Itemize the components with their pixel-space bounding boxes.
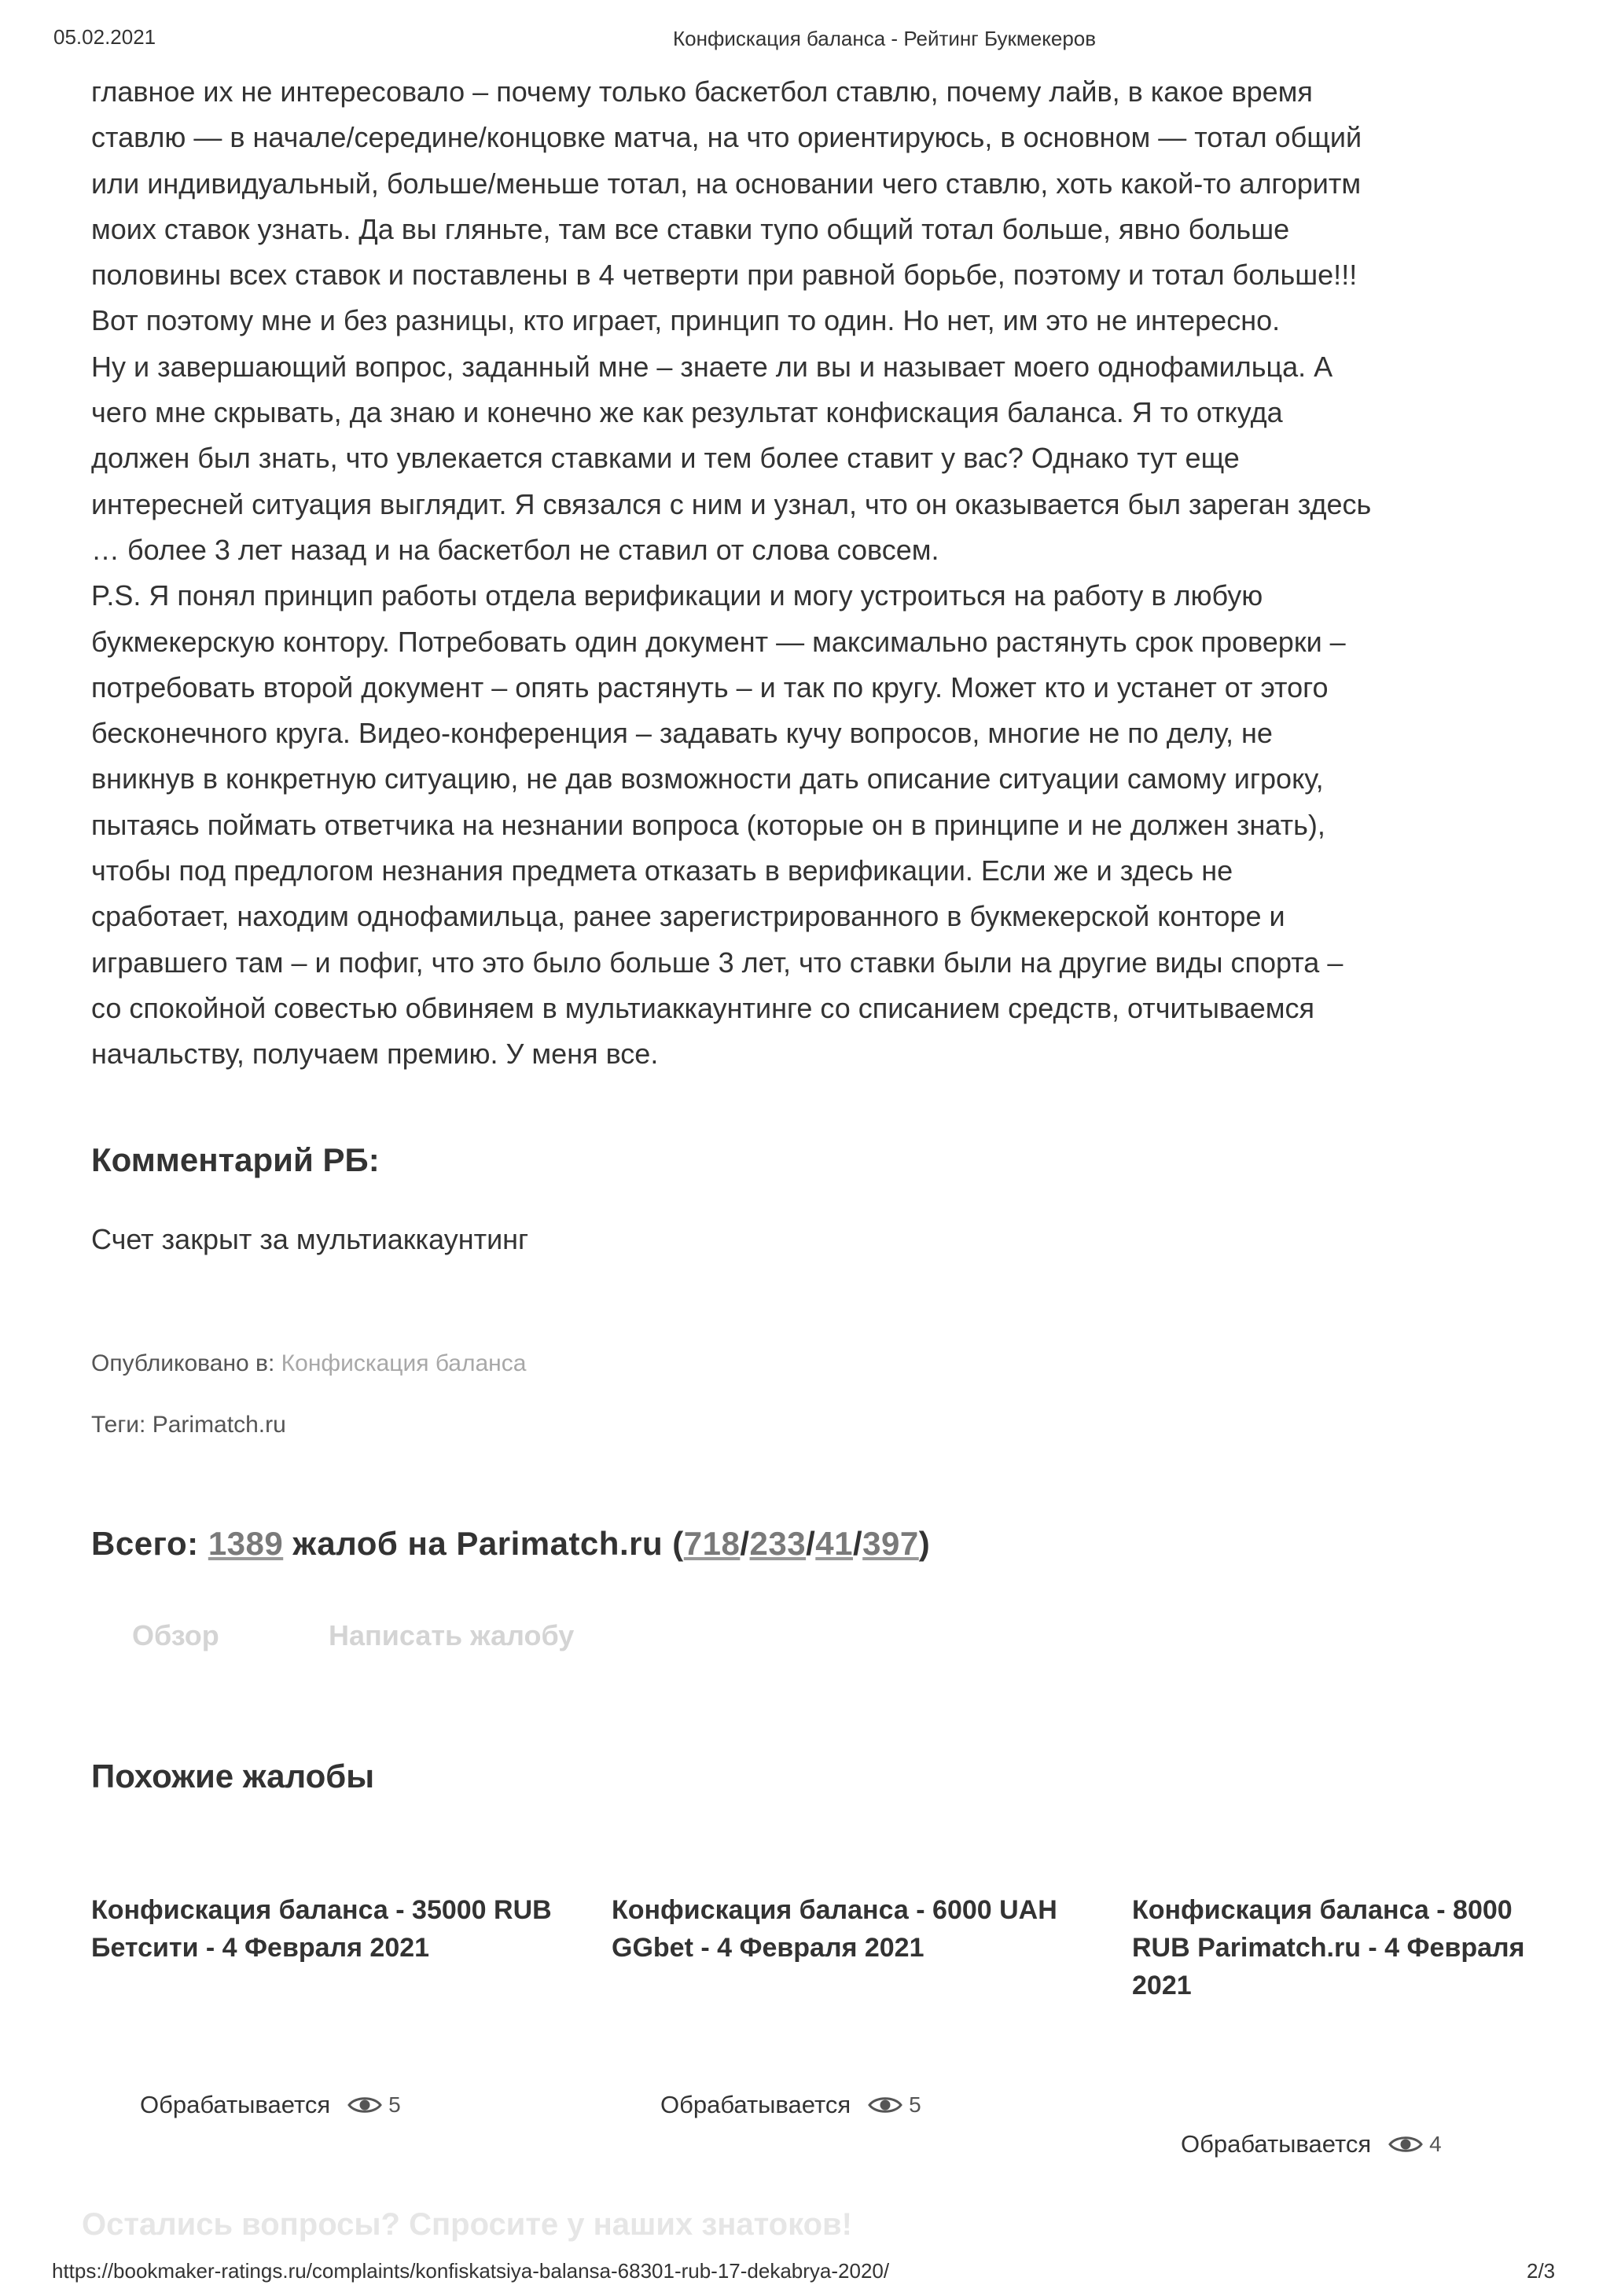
views-number: 4 xyxy=(1429,2132,1442,2156)
body-line: чтобы под предлогом незнания предмета отказать в верификации. Если же и здесь не xyxy=(91,854,1233,887)
count-link-2[interactable]: 233 xyxy=(749,1525,807,1562)
body-line: Вот поэтому мне и без разницы, кто играет, принцип то один. Но нет, им это не интересно. xyxy=(91,304,1281,337)
body-line: половины всех ставок и поставлены в 4 четверти при равной борьбе, поэтому и тотал больше!!! xyxy=(91,259,1358,292)
body-line: бесконечного круга. Видео-конференция – задавать кучу вопросов, многие не по делу, не xyxy=(91,717,1273,750)
card-status xyxy=(1181,2130,1442,2158)
published-in xyxy=(91,1350,526,1377)
tags-label: Теги: xyxy=(91,1412,146,1438)
total-prefix: Всего: xyxy=(91,1525,199,1562)
complaint-body xyxy=(91,69,1538,1078)
body-line: пытаясь поймать ответчика на незнании вопроса (которые он в принципе и не должен знать), xyxy=(91,808,1325,841)
eye-icon xyxy=(347,2094,382,2116)
body-line: сработает, находим однофамильца, ранее зарегистрированного в букмекерской конторе и xyxy=(91,900,1285,933)
body-line: должен был знать, что увлекается ставками и тем более ставит у вас? Однако тут еще xyxy=(91,442,1240,475)
status-text: Обрабатывается xyxy=(140,2091,331,2118)
card-status xyxy=(140,2091,401,2119)
body-line: потребовать второй документ – опять растянуть – и так по кругу. Может кто и устанет от этого xyxy=(91,670,1329,703)
count-link-4[interactable]: 397 xyxy=(862,1525,919,1562)
count-link-3[interactable]: 41 xyxy=(815,1525,853,1562)
body-line: игравшего там – и пофиг, что это было больше 3 лет, что ставки были на другие виды спорта – xyxy=(91,946,1344,979)
page-number: 2/3 xyxy=(1527,2259,1556,2283)
tab-overview[interactable]: Обзор xyxy=(132,1619,219,1651)
complaint-text xyxy=(91,69,1538,1078)
status-text: Обрабатывается xyxy=(660,2091,851,2118)
body-line: букмекерскую контору. Потребовать один документ — максимально растянуть срок проверки – xyxy=(91,625,1346,658)
body-line: чего мне скрывать, да знаю и конечно же как результат конфискация баланса. Я то откуда xyxy=(91,396,1283,429)
body-line: вникнув в конкретную ситуацию, не дав возможности дать описание ситуации самому игроку, xyxy=(91,762,1324,795)
body-line: интересней ситуация выглядит. Я связался с ним и узнал, что он оказывается был зареган здесь xyxy=(91,487,1372,520)
views-count xyxy=(347,2092,401,2118)
total-count-link[interactable]: 1389 xyxy=(208,1525,284,1562)
similar-complaints-title: Похожие жалобы xyxy=(91,1758,375,1795)
print-date: 05.02.2021 xyxy=(53,25,156,49)
body-line: ставлю — в начале/середине/концовке матча, на что ориентируюсь, в основном — тотал общий xyxy=(91,121,1362,154)
count-link-1[interactable]: 718 xyxy=(683,1525,741,1562)
similar-complaint-card-clipped xyxy=(1132,1891,1549,2017)
tags xyxy=(91,1412,286,1438)
print-url: https://bookmaker-ratings.ru/complaints/konfiskatsiya-balansa-68301-rub-17-dekabrya-2020/ xyxy=(52,2259,890,2283)
card-title[interactable]: Конфискация баланса - 8000 RUB Parimatch.ru - 4 Февраля 2021 xyxy=(1132,1895,1525,2000)
print-header xyxy=(0,22,1610,61)
views-number: 5 xyxy=(388,2092,401,2117)
similar-complaint-card[interactable] xyxy=(91,1891,563,1967)
category-link[interactable]: Конфискация баланса xyxy=(281,1350,527,1376)
body-line: начальству, получаем премию. У меня все. xyxy=(91,1038,659,1071)
eye-icon xyxy=(868,2094,902,2116)
tab-write-complaint[interactable]: Написать жалобу xyxy=(329,1619,575,1651)
rb-comment-title: Комментарий РБ: xyxy=(91,1141,380,1178)
body-line: главное их не интересовало – почему только баскетбол ставлю, почему лайв, в какое время xyxy=(91,75,1313,108)
body-line: Ну и завершающий вопрос, заданный мне – знаете ли вы и называет моего однофамильца. А xyxy=(91,350,1333,383)
total-middle: жалоб на Parimatch.ru ( xyxy=(292,1525,684,1562)
body-line: P.S. Я понял принцип работы отдела верификации и могу устроиться на работу в любую xyxy=(91,579,1263,612)
tag-link[interactable]: Parimatch.ru xyxy=(152,1412,286,1438)
body-line: … более 3 лет назад и на баскетбол не ставил от слова совсем. xyxy=(91,533,939,566)
print-footer xyxy=(0,2248,1610,2287)
eye-icon xyxy=(1388,2133,1423,2155)
rb-comment-text: Счет закрыт за мультиаккаунтинг xyxy=(91,1223,529,1255)
similar-complaint-card[interactable] xyxy=(1132,1891,1549,2004)
body-line: моих ставок узнать. Да вы гляньте, там все ставки тупо общий тотал больше, явно больше xyxy=(91,212,1290,245)
card-title[interactable]: Конфискация баланса - 35000 RUB Бетсити - 4 Февраля 2021 xyxy=(91,1895,552,1963)
views-count xyxy=(1388,2132,1442,2157)
similar-complaint-card[interactable] xyxy=(612,1891,1083,1967)
card-status xyxy=(660,2091,921,2119)
body-line: со спокойной совестью обвиняем в мультиаккаунтинге со списанием средств, отчитываемся xyxy=(91,991,1315,1024)
card-title[interactable]: Конфискация баланса - 6000 UAH GGbet - 4 Февраля 2021 xyxy=(612,1895,1057,1963)
body-line: или индивидуальный, больше/меньше тотал, на основании чего ставлю, хоть какой-то алгоритм xyxy=(91,167,1362,200)
views-number: 5 xyxy=(909,2092,921,2117)
views-count xyxy=(868,2092,921,2118)
complaints-total: Всего: 1389 жалоб на Parimatch.ru (718/233/41/397) xyxy=(91,1525,931,1562)
status-text: Обрабатывается xyxy=(1181,2130,1372,2158)
published-label: Опубликовано в: xyxy=(91,1350,275,1376)
print-page-title: Конфискация баланса - Рейтинг Букмекеров xyxy=(673,27,1097,50)
ask-experts-cta[interactable]: Остались вопросы? Спросите у наших знатоков! xyxy=(82,2207,852,2242)
total-suffix: ) xyxy=(918,1525,931,1562)
